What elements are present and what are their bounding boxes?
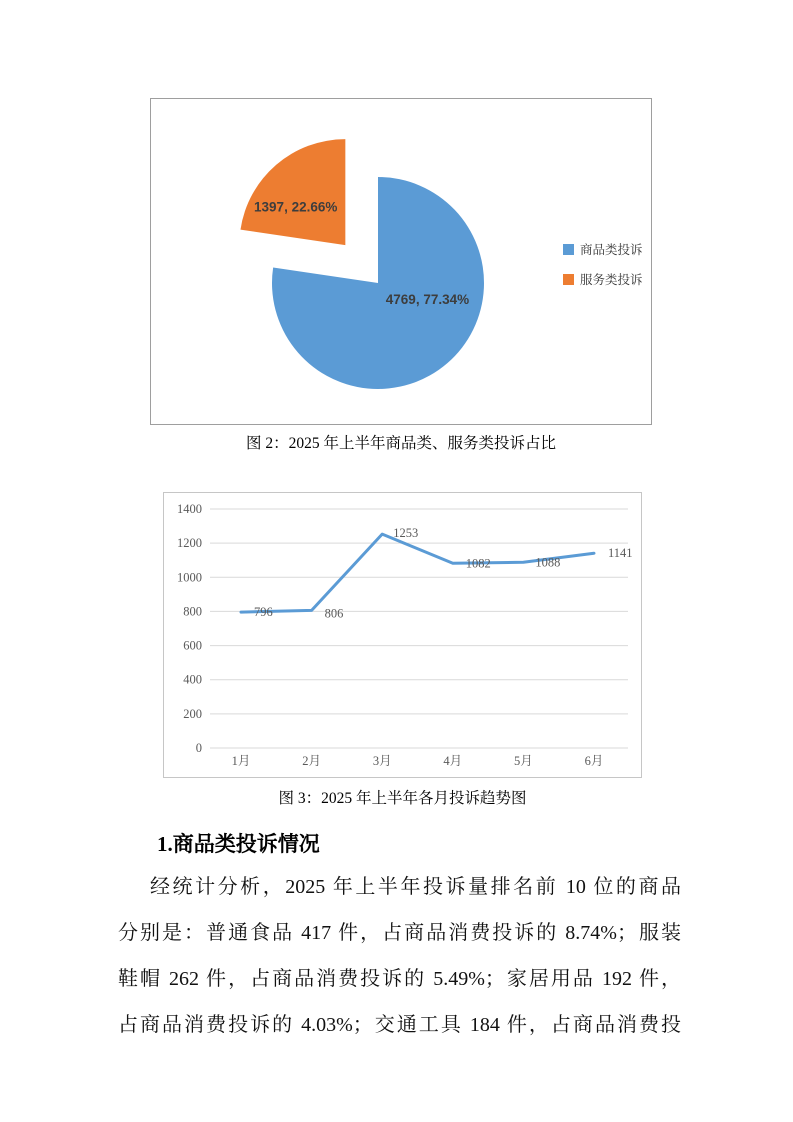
x-axis-tick-label: 2月 <box>302 754 321 768</box>
pie-chart <box>150 98 652 425</box>
pie-slice-label: 4769, 77.34% <box>385 292 470 308</box>
y-axis-tick-label: 1200 <box>177 536 202 551</box>
y-axis-tick-label: 1000 <box>177 570 202 585</box>
x-axis-tick-label: 1月 <box>231 754 251 768</box>
line-chart-svg <box>164 493 643 779</box>
legend-label: 商品类投诉 <box>580 243 643 257</box>
y-axis-tick-label: 600 <box>183 638 202 653</box>
legend-item-goods <box>563 240 643 258</box>
y-axis-tick-label: 0 <box>195 741 202 755</box>
figure-3-caption: 图 3：2025 年上半年各月投诉趋势图 <box>278 790 527 807</box>
data-point-label: 1082 <box>465 556 491 571</box>
paragraph-line: 鞋帽 262 件，占商品消费投诉的 5.49%；家居用品 192 件， <box>118 968 681 990</box>
y-axis-tick-label: 800 <box>183 604 202 619</box>
x-axis-tick-label: 3月 <box>372 754 392 768</box>
figure-2-caption: 图 2：2025 年上半年商品类、服务类投诉占比 <box>245 435 556 452</box>
section-heading: 1.商品类投诉情况 <box>157 832 320 856</box>
pie-legend <box>563 240 643 288</box>
data-point-label: 1253 <box>393 526 419 541</box>
trend-line <box>241 534 594 612</box>
pie-slice <box>240 139 345 245</box>
services-legend-swatch <box>563 274 574 285</box>
x-axis-tick-label: 4月 <box>443 754 463 768</box>
paragraph-line: 分别是：普通食品 417 件，占商品消费投诉的 8.74%；服装 <box>118 922 681 944</box>
legend-item-services <box>563 270 643 288</box>
paragraph-line: 占商品消费投诉的 4.03%；交通工具 184 件，占商品消费投 <box>118 1014 681 1036</box>
data-point-label: 1088 <box>535 555 561 570</box>
data-point-label: 806 <box>324 606 344 621</box>
x-axis-tick-label: 6月 <box>584 754 604 768</box>
data-point-label: 796 <box>254 605 273 620</box>
paragraph-line: 经统计分析，2025 年上半年投诉量排名前 10 位的商品 <box>150 876 681 898</box>
goods-legend-swatch <box>563 244 574 255</box>
body-paragraph <box>118 864 681 1048</box>
y-axis-tick-label: 400 <box>183 672 202 687</box>
line-chart <box>163 492 642 778</box>
x-axis-tick-label: 5月 <box>514 754 533 768</box>
legend-label: 服务类投诉 <box>580 273 643 287</box>
y-axis-tick-label: 200 <box>183 706 202 721</box>
y-axis-tick-label: 1400 <box>177 502 202 516</box>
data-point-label: 1141 <box>608 546 633 561</box>
pie-slice-label: 1397, 22.66% <box>254 199 338 215</box>
